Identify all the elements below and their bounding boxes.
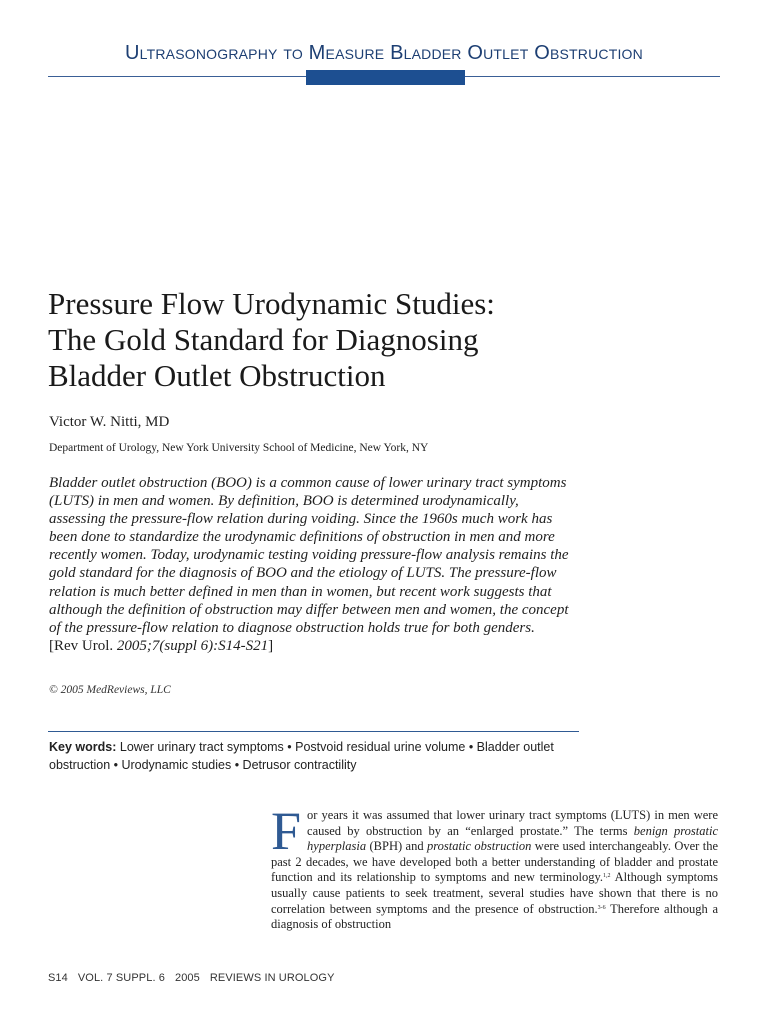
- title-line: Pressure Flow Urodynamic Studies:: [48, 286, 495, 321]
- author-name: Victor W. Nitti, MD: [49, 414, 170, 430]
- volume-info: VOL. 7 SUPPL. 6: [77, 972, 165, 984]
- body-text-part: were used interchangeably. Over the past 2 decades, we have developed both a better understanding of bladder and prostate function and its relationship to symptoms and new terminology.: [271, 839, 719, 885]
- publication-year: 2005: [174, 972, 200, 984]
- keywords: [49, 738, 584, 774]
- running-head: Ultrasonography to Measure Bladder Outlet Obstruction: [125, 42, 643, 64]
- header-accent-bar: [306, 70, 465, 85]
- body-text-part: Although symptoms usually cause patients to seek treatment, several studies have shown that there is no correlation between symptoms and the presence of obstruction.: [271, 870, 718, 916]
- citation-open: [Rev Urol.: [49, 637, 114, 654]
- title-line: The Gold Standard for Diagnosing: [48, 322, 479, 357]
- body-term: benign prostatic hyperplasia: [307, 823, 718, 854]
- body-text-part: (BPH) and: [369, 839, 424, 854]
- keywords-rule: [48, 731, 579, 732]
- author-affiliation: Department of Urology, New York University School of Medicine, New York, NY: [49, 442, 429, 454]
- page-number: S14: [48, 972, 68, 984]
- keywords-list: Lower urinary tract symptoms • Postvoid residual urine volume • Bladder outlet obstruction • Urodynamic studies • Detrusor contractility: [49, 740, 554, 772]
- citation-close: ]: [268, 637, 274, 654]
- drop-cap: F: [271, 801, 302, 861]
- citation: [49, 638, 273, 654]
- article-title: [48, 286, 648, 394]
- title-line: Bladder Outlet Obstruction: [48, 358, 386, 393]
- journal-name: REVIEWS IN UROLOGY: [209, 972, 335, 984]
- page-footer: [48, 972, 345, 984]
- body-text-part: or years it was assumed that lower urinary tract symptoms (LUTS) in men were caused by obstruction by an “enlarged prostate.” The terms: [307, 808, 718, 838]
- copyright-notice: © 2005 MedReviews, LLC: [49, 684, 171, 696]
- body-term: prostatic obstruction: [427, 839, 532, 854]
- citation-ref: 2005;7(suppl 6):S14-S21: [116, 637, 269, 654]
- abstract: [49, 474, 579, 655]
- body-paragraph: [271, 801, 719, 933]
- abstract-text: Bladder outlet obstruction (BOO) is a common cause of lower urinary tract symptoms (LUTS) in men and women. By definition, BOO is determined urodynamically, assessing the pressure-flow relation during voiding. Since the 1960s much work has been done to standardize the urodynamic definitions of obstruction in men and more recently women. Today, urodynamic testing voiding pressure-flow analysis remains the gold standard for the diagnosis of BOO and the etiology of LUTS. The pressure-flow relation is much better defined in men than in women, but recent work suggests that although the definition of obstruction may differ between men and women, the concept of the pressure-flow relation to diagnose obstruction holds true for both genders.: [49, 475, 569, 636]
- body-text-part: Therefore although a diagnosis of obstruction: [271, 901, 718, 932]
- keywords-label: Key words:: [49, 740, 117, 754]
- reference-marker: 3-6: [597, 904, 606, 911]
- reference-marker: 1,2: [603, 873, 611, 880]
